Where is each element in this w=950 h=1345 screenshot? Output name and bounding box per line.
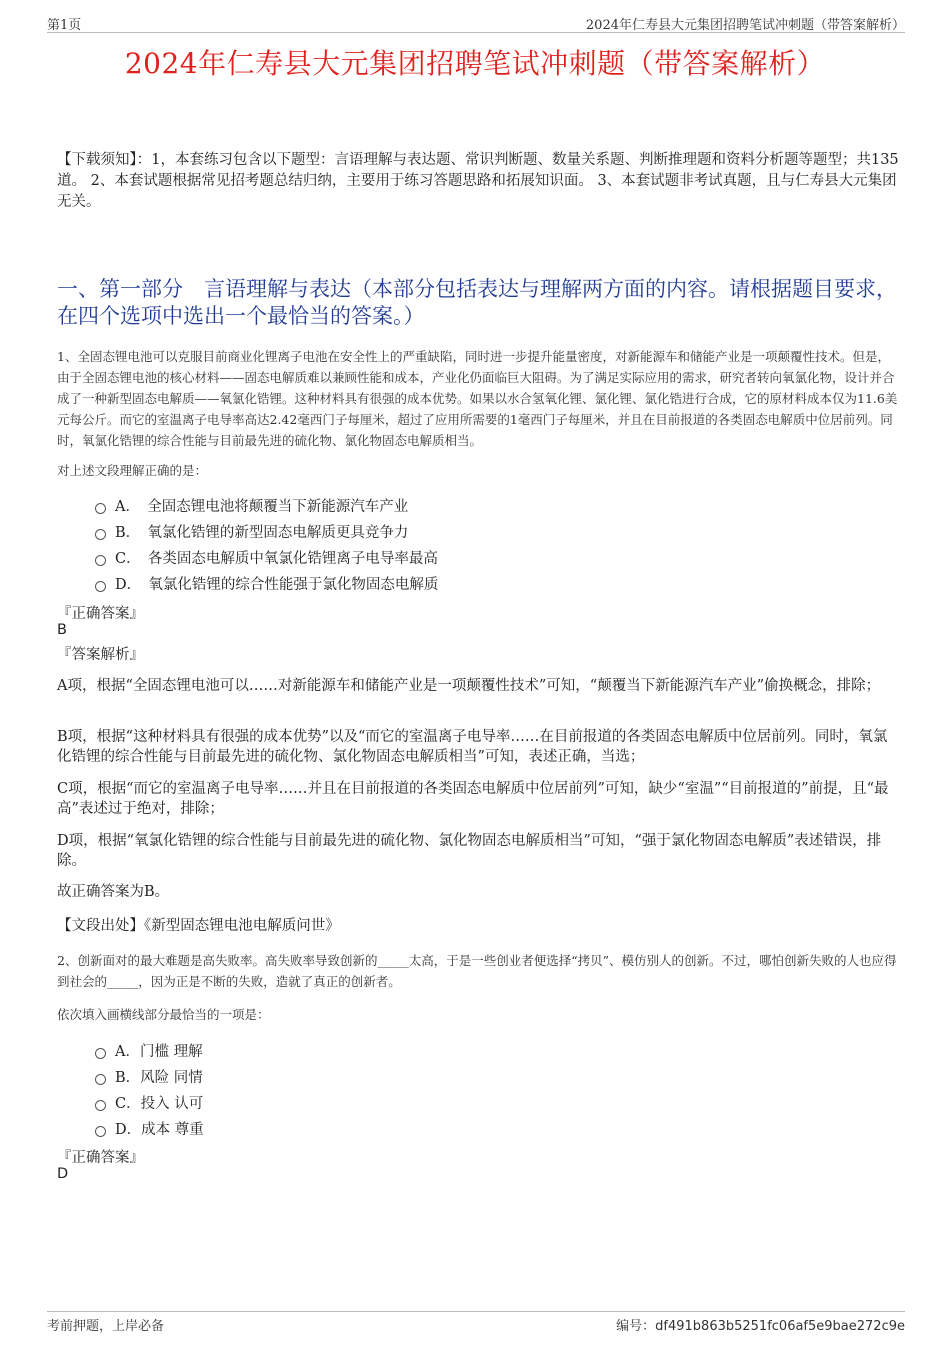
radio-icon[interactable] [95,503,106,514]
answer-value: B [57,622,67,638]
document-code: 编号：df491b863b5251fc06af5e9bae272c9e [616,1319,905,1334]
option-c[interactable]: C．投入 认可 [95,1089,204,1115]
download-notice: 【下载须知】：1，本套练习包含以下题型：言语理解与表达题、常识判断题、数量关系题、判断推理题和资料分析题等题型；共135道。 2、本套试题根据常见招考题总结归纳，主要用于练习答题思路和拓展知识面。 3、本套试题非考试真题，且与仁寿县大元集团无关。 [57,152,899,210]
option-a[interactable]: A． 全固态锂电池将颠覆当下新能源汽车产业 [95,492,438,518]
radio-icon[interactable] [95,1126,106,1137]
option-d[interactable]: D． 氧氯化锆锂的综合性能强于氯化物固态电解质 [95,570,438,596]
answer-label: 『正确答案』 [57,1150,144,1166]
question-1-stem: 1、全固态锂电池可以克服目前商业化锂离子电池在安全性上的严重缺陷，同时进一步提升能量密度，对新能源车和储能产业是一项颠覆性技术。但是，由于全固态锂电池的核心材料——固态电解质难以兼顾性能和成本，产业化仍面临巨大阻碍。为了满足实际应用的需求，研究者转向氧氯化物，设计并合成了一种新型固态电解质——氧氯化锆锂。这种材料具有很强的成本优势。如果以水合氢氧化锂、氯化锂、氯化锆进行合成，它的原材料成本仅为11.6美元每公斤。而它的室温离子电导率高达2.42毫西门子每厘米，超过了应用所需要的1毫西门子每厘米，并且在目前报道的各类固态电解质中位居前列。同时，氧氯化锆锂的综合性能与目前最先进的硫化物、氯化物固态电解质相当。 [57,349,898,448]
question-2-stem: 2、创新面对的最大难题是高失败率。高失败率导致创新的_____太高，于是一些创业者便选择“拷贝”、模仿别人的创新。不过，哪怕创新失败的人也应得到社会的_____，因为正是不断的失败，造就了真正的创新者。 [57,953,897,989]
document-title: 2024年仁寿县大元集团招聘笔试冲刺题（带答案解析） [124,47,826,80]
page-footer [47,1311,905,1335]
header-doc-title: 2024年仁寿县大元集团招聘笔试冲刺题（带答案解析） [585,18,905,33]
page-header [47,14,905,33]
answer-label: 『正确答案』 [57,606,144,622]
analysis-b: B项，根据“这种材料具有很强的成本优势”以及“而它的室温离子电导率……在目前报道的各类固态电解质中位居前列。同时，氧氯化锆锂的综合性能与目前最先进的硫化物、氯化物固态电解质相当”可知，表述正确，当选； [57,729,888,765]
answer-value: D [57,1166,69,1182]
question-2-options [95,1037,204,1141]
analysis-d: D项，根据“氧氯化锆锂的综合性能与目前最先进的硫化物、氯化物固态电解质相当”可知，“强于氯化物固态电解质”表述错误，排除。 [57,833,882,869]
question-1-options [95,492,438,596]
radio-icon[interactable] [95,581,106,592]
radio-icon[interactable] [95,1048,106,1059]
question-1-prompt: 对上述文段理解正确的是： [57,463,208,478]
page-number: 第1页 [47,18,82,33]
radio-icon[interactable] [95,555,106,566]
option-b[interactable]: B． 氧氯化锆锂的新型固态电解质更具竞争力 [95,518,438,544]
source-citation: 【文段出处】《新型固态锂电池电解质问世》 [57,918,340,934]
option-d[interactable]: D．成本 尊重 [95,1115,204,1141]
option-c[interactable]: C． 各类固态电解质中氧氯化锆锂离子电导率最高 [95,544,438,570]
analysis-a: A项，根据“全固态锂电池可以……对新能源车和储能产业是一项颠覆性技术”可知，“颠覆当下新能源汽车产业”偷换概念，排除； [57,678,881,694]
radio-icon[interactable] [95,1074,106,1085]
radio-icon[interactable] [95,1100,106,1111]
question-2-prompt: 依次填入画横线部分最恰当的一项是： [57,1007,270,1022]
footer-slogan: 考前押题，上岸必备 [47,1319,165,1334]
option-a[interactable]: A．门槛 理解 [95,1037,204,1063]
radio-icon[interactable] [95,529,106,540]
analysis-c: C项，根据“而它的室温离子电导率……并且在目前报道的各类固态电解质中位居前列”可知，缺少“室温”“目前报道的”前提，且“最高”表述过于绝对，排除； [57,781,889,817]
option-b[interactable]: B．风险 同情 [95,1063,204,1089]
section-heading: 一、第一部分 言语理解与表达（本部分包括表达与理解两方面的内容。请根据题目要求，在四个选项中选出一个最恰当的答案。） [57,277,897,328]
analysis-conclusion: 故正确答案为B。 [57,884,170,900]
analysis-label: 『答案解析』 [57,647,144,663]
